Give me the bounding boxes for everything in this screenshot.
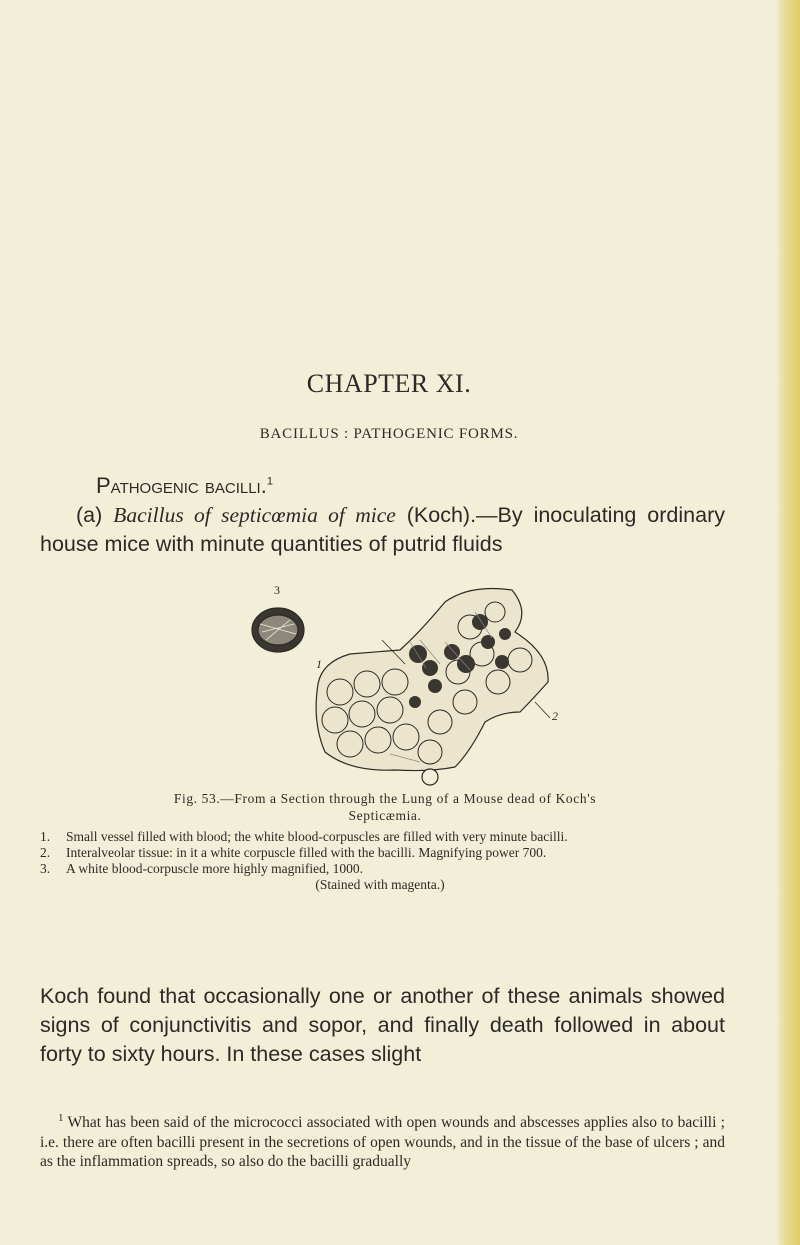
figure-tissue-section xyxy=(316,589,548,786)
legend-item xyxy=(40,861,720,877)
figure-label-1: 1 xyxy=(316,657,322,671)
figure-caption-line-1: Fig. 53.—From a Section through the Lung of a Mouse dead of Koch's xyxy=(173,791,597,806)
figure-label-2: 2 xyxy=(552,709,558,723)
intro-italic-title: Bacillus of septicœmia of mice xyxy=(113,503,396,527)
section-title: Pathogenic bacilli. xyxy=(96,473,267,498)
footnote-ref: 1 xyxy=(266,475,273,488)
legend-item xyxy=(40,845,720,861)
footnote-text: What has been said of the micrococci associated with open wounds and abscesses applies also to bacilli ; i.e. there are often bacilli present in the secretions of open wounds, and in the tissue of the base of ulcers ; and as the inflammation spreads, so also do the bacilli gradually xyxy=(40,1114,725,1170)
stain-note: (Stained with magenta.) xyxy=(315,877,445,892)
figure-label-3: 3 xyxy=(274,583,280,597)
figure-caption xyxy=(40,790,730,824)
legend-text: Small vessel filled with blood; the white blood-corpuscles are filled with very minute bacilli. xyxy=(66,829,568,844)
intro-paragraph xyxy=(40,501,725,559)
legend-num: 1. xyxy=(40,829,51,844)
legend-num: 2. xyxy=(40,845,51,860)
chapter-subheading: BACILLUS : PATHOGENIC FORMS. xyxy=(259,426,519,442)
figure-legend xyxy=(40,829,720,893)
page-edge xyxy=(778,0,800,1245)
intro-label: (a) xyxy=(76,503,103,527)
footnote-marker: 1 xyxy=(58,1111,64,1124)
lung-section-figure xyxy=(230,572,590,792)
intro-text: (Koch).—By inoculating ordinary house mice with minute quantities of putrid fluids xyxy=(40,503,725,556)
body-paragraph: Koch found that occasionally one or another of these animals showed signs of conjunctivitis and sopor, and finally death followed in about forty to sixty hours. In these cases slight xyxy=(40,984,725,1066)
figure-caption-line-2: Septicæmia. xyxy=(348,808,422,823)
legend-item xyxy=(40,829,720,845)
figure-item-3-corpuscle xyxy=(252,608,304,652)
legend-num: 3. xyxy=(40,861,51,876)
section-heading xyxy=(96,471,781,500)
footnote xyxy=(40,1113,725,1172)
legend-text: Interalveolar tissue: in it a white corpuscle filled with the bacilli. Magnifying power 700. xyxy=(66,845,547,860)
chapter-title: CHAPTER XI. xyxy=(306,369,472,398)
legend-text: A white blood-corpuscle more highly magnified, 1000. xyxy=(66,861,363,876)
